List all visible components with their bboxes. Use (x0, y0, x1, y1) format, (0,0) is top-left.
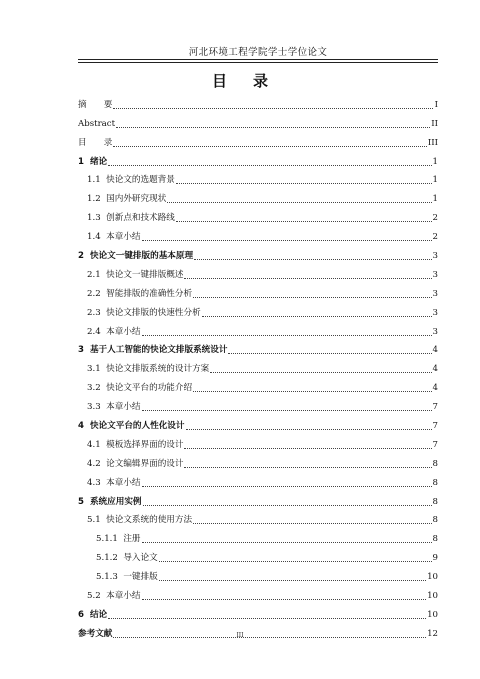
header-rule-thin (78, 62, 438, 63)
toc-leader-dots (113, 146, 426, 147)
toc-leader-dots (193, 391, 431, 392)
page-header: 河北环境工程学院学士学位论文 (188, 47, 328, 58)
toc-entry-page: 12 (427, 628, 438, 639)
toc-entry-label: 4.3 本章小结 (87, 477, 141, 488)
toc-leader-dots (210, 372, 431, 373)
toc-entry[interactable] (78, 451, 438, 470)
toc-entry-page: 10 (427, 609, 438, 620)
toc-entry[interactable] (78, 394, 438, 413)
page-title: 目录 (211, 72, 294, 90)
toc-entry-page: 3 (432, 269, 438, 280)
toc-entry[interactable] (78, 205, 438, 224)
page-number: III (236, 632, 244, 639)
toc-entry[interactable] (78, 489, 438, 508)
toc-entry-page: 3 (432, 326, 438, 337)
toc-entry-page: 4 (432, 345, 438, 356)
toc-entry-page: 3 (432, 251, 438, 262)
toc-leader-dots (108, 618, 426, 619)
toc-entry[interactable] (78, 583, 438, 602)
toc-entry[interactable] (78, 602, 438, 621)
table-of-contents (78, 92, 438, 640)
toc-entry-label: 2.2 智能排版的准确性分析 (87, 288, 193, 299)
toc-entry[interactable] (78, 526, 438, 545)
toc-leader-dots (202, 316, 432, 317)
toc-entry-page: 8 (432, 458, 438, 469)
toc-entry-label: 5.1.3 一键排版 (96, 572, 158, 583)
toc-entry-page: 4 (432, 364, 438, 375)
toc-leader-dots (167, 202, 431, 203)
toc-entry-page: 4 (432, 383, 438, 394)
toc-entry-page: 9 (432, 553, 438, 564)
toc-entry-label: 1 绪论 (78, 156, 108, 167)
toc-entry[interactable] (78, 168, 438, 187)
toc-entry-label: 1.3 创新点和技术路线 (87, 213, 175, 224)
toc-entry-label: 2.4 本章小结 (87, 326, 141, 337)
toc-leader-dots (142, 335, 432, 336)
toc-leader-dots (142, 410, 432, 411)
toc-leader-dots (194, 259, 431, 260)
toc-entry-label: 5.1.1 注册 (96, 534, 141, 545)
toc-entry-label: 摘 要 (78, 99, 113, 110)
toc-entry-page: 7 (432, 439, 438, 450)
toc-entry-page: III (427, 137, 438, 148)
toc-entry-label: 3.1 快论文排版系统的设计方案 (87, 364, 210, 375)
toc-entry[interactable] (78, 243, 438, 262)
toc-entry[interactable] (78, 319, 438, 338)
toc-leader-dots (108, 165, 431, 166)
toc-entry[interactable] (78, 149, 438, 168)
toc-leader-dots (143, 505, 432, 506)
toc-leader-dots (193, 523, 431, 524)
toc-entry[interactable] (78, 508, 438, 527)
toc-entry-page: 1 (432, 156, 438, 167)
toc-entry[interactable] (78, 262, 438, 281)
toc-entry-label: 5.1.2 导入论文 (96, 553, 158, 564)
toc-leader-dots (186, 429, 432, 430)
toc-entry-label: 4 快论文平台的人性化设计 (78, 421, 185, 432)
toc-entry-label: 4.2 论文编辑界面的设计 (87, 458, 184, 469)
toc-entry-label: Abstract (78, 118, 116, 129)
toc-entry-page: I (434, 99, 438, 110)
toc-leader-dots (228, 353, 431, 354)
toc-entry-page: 10 (427, 572, 438, 583)
toc-entry-label: 4.1 模板选择界面的设计 (87, 439, 184, 450)
toc-leader-dots (193, 297, 431, 298)
toc-entry-label: 1.1 快论文的选题背景 (87, 175, 175, 186)
toc-entry-page: 3 (432, 307, 438, 318)
toc-entry-page: 10 (427, 591, 438, 602)
toc-entry-page: 8 (432, 534, 438, 545)
toc-leader-dots (159, 561, 432, 562)
toc-leader-dots (184, 467, 431, 468)
toc-entry[interactable] (78, 130, 438, 149)
toc-entry-page: 1 (432, 194, 438, 205)
toc-leader-dots (116, 127, 430, 128)
toc-entry-page: 1 (432, 175, 438, 186)
toc-leader-dots (142, 542, 432, 543)
toc-entry[interactable] (78, 545, 438, 564)
toc-entry-label: 5 系统应用实例 (78, 496, 142, 507)
toc-leader-dots (176, 183, 432, 184)
toc-entry-page: 7 (432, 421, 438, 432)
toc-entry[interactable] (78, 356, 438, 375)
toc-entry[interactable] (78, 338, 438, 357)
toc-entry[interactable] (78, 224, 438, 243)
toc-entry-label: 1.4 本章小结 (87, 232, 141, 243)
toc-entry[interactable] (78, 281, 438, 300)
toc-entry[interactable] (78, 413, 438, 432)
toc-leader-dots (184, 278, 431, 279)
toc-entry-page: II (431, 118, 438, 129)
toc-entry-label: 2.3 快论文排版的快速性分析 (87, 307, 201, 318)
toc-entry[interactable] (78, 186, 438, 205)
toc-entry-label: 5.1 快论文系统的使用方法 (87, 515, 193, 526)
toc-entry-label: 2.1 快论文一键排版概述 (87, 269, 184, 280)
toc-entry[interactable] (78, 432, 438, 451)
toc-entry-page: 8 (432, 496, 438, 507)
toc-entry-page: 2 (432, 213, 438, 224)
toc-entry[interactable] (78, 470, 438, 489)
toc-entry-label: 6 结论 (78, 609, 108, 620)
toc-entry-label: 3 基于人工智能的快论文排版系统设计 (78, 345, 228, 356)
toc-leader-dots (113, 108, 433, 109)
toc-entry-label: 参考文献 (78, 628, 113, 639)
toc-entry[interactable] (78, 375, 438, 394)
toc-entry-page: 8 (432, 477, 438, 488)
toc-leader-dots (184, 448, 431, 449)
toc-entry-page: 8 (432, 515, 438, 526)
toc-entry-label: 1.2 国内外研究现状 (87, 194, 167, 205)
toc-entry-label: 3.2 快论文平台的功能介绍 (87, 383, 193, 394)
toc-entry-label: 3.3 本章小结 (87, 402, 141, 413)
toc-entry[interactable] (78, 111, 438, 130)
toc-entry[interactable] (78, 564, 438, 583)
toc-entry-page: 3 (432, 288, 438, 299)
toc-leader-dots (142, 240, 432, 241)
toc-leader-dots (176, 221, 432, 222)
header-rule (78, 59, 438, 60)
toc-entry[interactable] (78, 300, 438, 319)
toc-entry-page: 7 (432, 402, 438, 413)
toc-entry-page: 2 (432, 232, 438, 243)
toc-entry-label: 目 录 (78, 137, 113, 148)
toc-entry-label: 2 快论文一键排版的基本原理 (78, 251, 194, 262)
toc-leader-dots (142, 599, 427, 600)
toc-entry[interactable] (78, 92, 438, 111)
toc-leader-dots (159, 580, 426, 581)
toc-leader-dots (142, 486, 432, 487)
toc-entry-label: 5.2 本章小结 (87, 591, 141, 602)
